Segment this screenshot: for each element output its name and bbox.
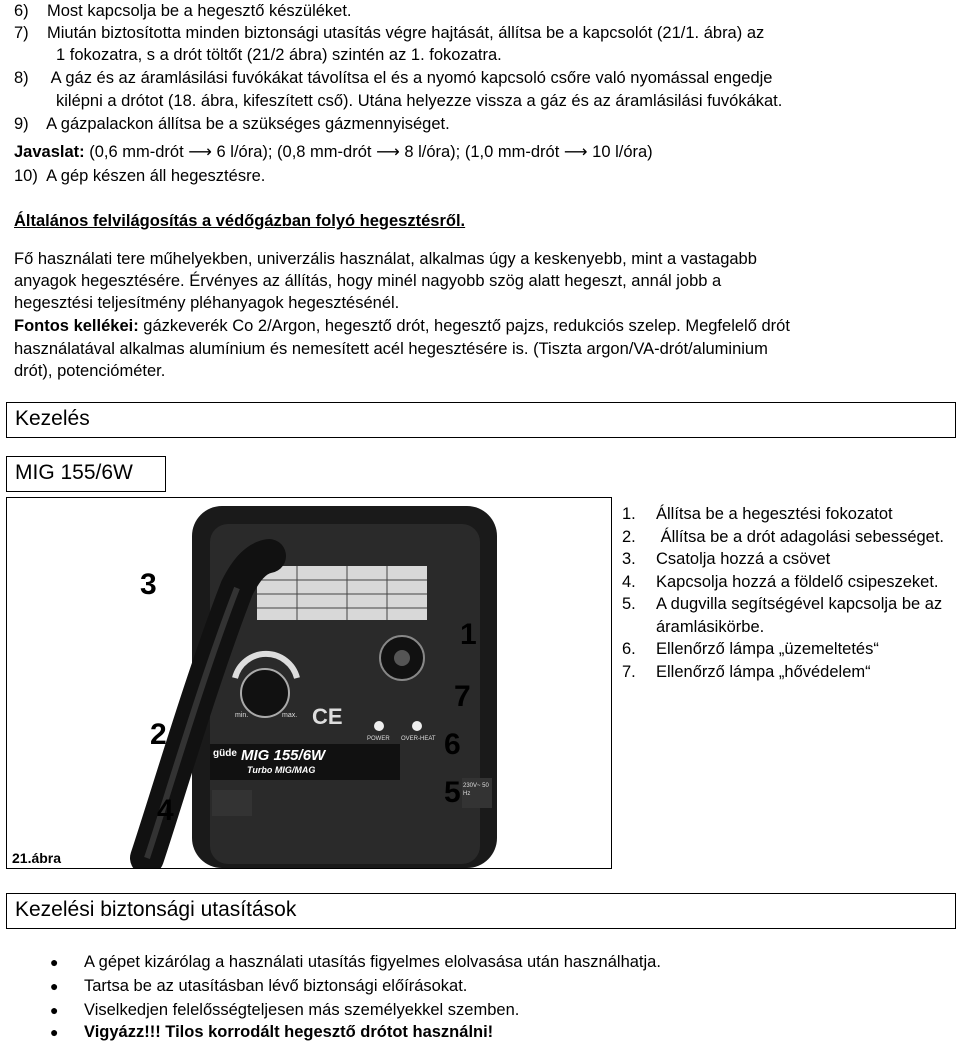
step-8-line1: 8) A gáz és az áramlásilási fuvókákat távolítsa el és a nyomó kapcsoló csőre való nyomással engedje <box>14 69 773 87</box>
model-heading-box <box>6 456 166 492</box>
callout-4: 4 <box>157 794 174 827</box>
safety-item: ● A gépet kizárólag a használati utasítás figyelmes elolvasása után használhatja. <box>50 950 661 974</box>
spec-plate <box>257 566 427 620</box>
arrow-icon: ⟶ <box>188 142 212 161</box>
callout-3: 3 <box>140 568 157 601</box>
voltage-label: 230V~ 50 Hz <box>463 783 489 797</box>
safety-item-warning: ● Vigyázz!!! Tilos korrodált hegesztő drótot használni! <box>50 1020 493 1044</box>
bullet-icon: ● <box>50 978 59 994</box>
welder-photo <box>7 498 611 868</box>
step-9: 9) A gázpalackon állítsa be a szükséges gázmennyiséget. <box>14 115 450 133</box>
callout-7: 7 <box>454 680 471 713</box>
legend-item: 4. Kapcsolja hozzá a földelő csipeszeket. <box>622 572 939 591</box>
step-8-line2: kilépni a drótot (18. ábra, kifeszített cső). Utána helyezze vissza a gáz és az áramlásilási fuvókákat. <box>56 92 783 110</box>
legend-item: 5. A dugvilla segítségével kapcsolja be az áramlásikörbe. <box>622 595 943 636</box>
general-para-line3: hegesztési teljesítmény pléhanyagok hegesztésénél. <box>14 294 400 312</box>
bullet-icon: ● <box>50 954 59 970</box>
legend-item: 7. Ellenőrző lámpa „hővédelem“ <box>622 662 871 681</box>
javaslat-part-d: 10 l/óra) <box>592 143 653 161</box>
bullet-icon: ● <box>50 1002 59 1018</box>
arrow-icon: ⟶ <box>376 142 400 161</box>
safety-item: ● Tartsa be az utasításban lévő biztonsági előírásokat. <box>50 974 467 998</box>
power-label: POWER <box>367 736 390 742</box>
safety-item: ● Viselkedjen felelősségteljesen más személyekkel szemben. <box>50 998 519 1022</box>
figure-frame <box>6 497 612 869</box>
javaslat-line <box>14 141 653 163</box>
legend-item: 2. Állítsa be a drót adagolási sebességet. <box>622 527 945 546</box>
step-10: 10) A gép készen áll hegesztésre. <box>14 167 266 185</box>
figure-caption: 21.ábra <box>12 850 62 866</box>
overheat-lamp <box>412 721 422 731</box>
ground-connector <box>212 790 252 816</box>
overheat-label: OVER-HEAT <box>401 736 436 742</box>
legend-item: 6. Ellenőrző lámpa „üzemeltetés“ <box>622 640 879 658</box>
ce-mark: CE <box>312 704 343 729</box>
fontos-label: Fontos kellékei: <box>14 317 139 335</box>
callout-2: 2 <box>150 718 167 751</box>
general-para-line2: anyagok hegesztésére. Érvényes az állítás, hogy minél nagyobb szög alatt hegeszt, annál jobb a <box>14 272 722 290</box>
sub-label: Turbo MIG/MAG <box>247 765 316 775</box>
step-6: 6) Most kapcsolja be a hegesztő készüléket. <box>14 2 352 20</box>
javaslat-part-c: 8 l/óra); (1,0 mm-drót <box>404 143 560 161</box>
arrow-icon: ⟶ <box>563 142 588 161</box>
model-heading: MIG 155/6W <box>15 461 133 484</box>
general-para-line4 <box>14 315 790 337</box>
bullet-icon: ● <box>50 1024 59 1040</box>
legend-item: 3. Csatolja hozzá a csövet <box>622 550 831 568</box>
step-7-line1: 7) Miután biztosította minden biztonsági utasítás végre hajtását, állítsa be a kapcsolót (21/1. ábra) az <box>14 24 765 42</box>
power-lamp <box>374 721 384 731</box>
general-heading: Általános felvilágosítás a védőgázban folyó hegesztésről. <box>14 212 466 230</box>
step-7-line2: 1 fokozatra, s a drót töltőt (21/2 ábra) szintén az 1. fokozatra. <box>56 46 502 64</box>
wire-feed-knob <box>241 669 289 717</box>
min-label: min. <box>235 712 249 719</box>
callout-6: 6 <box>444 728 461 761</box>
brand-label: güde <box>213 748 237 759</box>
general-para-line1: Fő használati tere műhelyekben, univerzális használat, alkalmas úgy a keskenyebb, mint a vastagabb <box>14 250 757 268</box>
legend-item: 1. Állítsa be a hegesztési fokozatot <box>622 505 893 523</box>
general-para-line6: drót), potencióméter. <box>14 362 166 380</box>
javaslat-part-b: 6 l/óra); (0,8 mm-drót <box>216 143 372 161</box>
kezeles-heading-box <box>6 402 956 438</box>
figure-legend <box>622 503 952 683</box>
fontos-text: gázkeverék Co 2/Argon, hegesztő drót, hegesztő pajzs, redukciós szelep. Megfelelő drót <box>138 317 790 335</box>
kezeles-heading: Kezelés <box>15 407 90 430</box>
javaslat-part-a: (0,6 mm-drót <box>89 143 184 161</box>
callout-1: 1 <box>460 618 477 651</box>
general-para-line5: használatával alkalmas alumínium és nemesített acél hegesztésére is. (Tiszta argon/VA-drót/aluminium <box>14 340 768 358</box>
safety-heading: Kezelési biztonsági utasítások <box>15 898 297 921</box>
safety-heading-box <box>6 893 956 929</box>
callout-5: 5 <box>444 776 461 809</box>
max-label: max. <box>282 712 298 719</box>
javaslat-label: Javaslat: <box>14 143 85 161</box>
model-label: MIG 155/6W <box>241 747 326 764</box>
